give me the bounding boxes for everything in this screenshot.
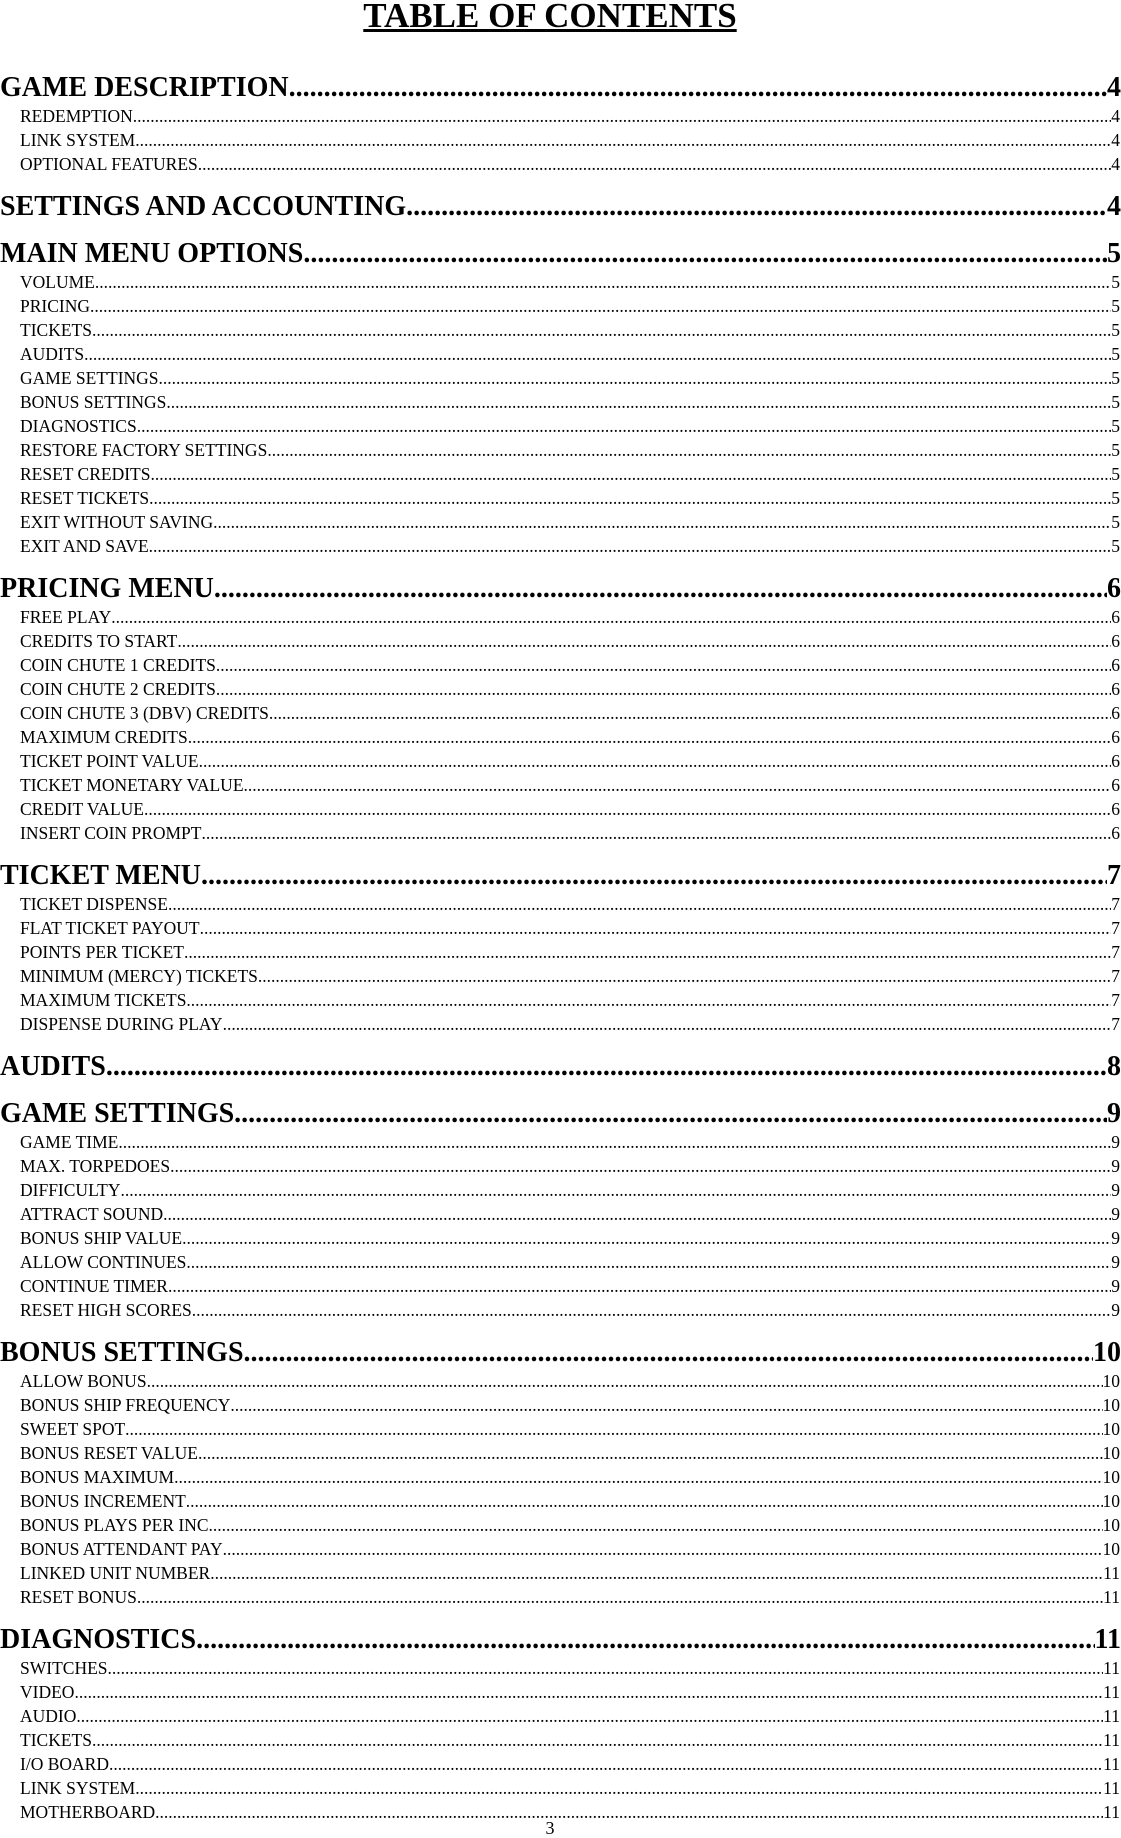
toc-entry-label: DISPENSE DURING PLAY	[20, 1014, 223, 1034]
toc-entry-page: 6	[1111, 655, 1120, 675]
toc-entry-page: 7	[1111, 918, 1120, 938]
toc-entry-page: 6	[1111, 679, 1120, 699]
dot-leader	[258, 964, 1111, 988]
toc-entry-page: 7	[1111, 894, 1120, 914]
toc-entry[interactable]	[0, 1680, 1121, 1704]
dot-leader	[150, 462, 1111, 486]
dot-leader	[144, 797, 1111, 821]
dot-leader	[234, 1098, 1107, 1130]
toc-entry-label: BONUS MAXIMUM	[20, 1467, 175, 1487]
toc-heading-label: SETTINGS AND ACCOUNTING	[0, 191, 407, 222]
toc-entry[interactable]	[0, 486, 1121, 510]
dot-leader	[182, 1226, 1111, 1250]
toc-entry[interactable]	[0, 1369, 1121, 1393]
toc-entry-label: COIN CHUTE 2 CREDITS	[20, 679, 216, 699]
toc-entry[interactable]	[0, 821, 1121, 845]
toc-entry-label: CREDIT VALUE	[20, 799, 144, 819]
toc-entry-label: I/O BOARD	[20, 1754, 109, 1774]
toc-entry-page: 5	[1111, 464, 1120, 484]
dot-leader	[149, 486, 1111, 510]
toc-entry-page: 9	[1111, 1156, 1120, 1176]
toc-entry-label: LINK SYSTEM	[20, 1778, 136, 1798]
toc-entry[interactable]	[0, 1728, 1121, 1752]
toc-entry-page: 5	[1111, 320, 1120, 340]
toc-entry[interactable]	[0, 1585, 1121, 1609]
dot-leader	[95, 270, 1111, 294]
toc-heading-page: 9	[1107, 1098, 1121, 1129]
toc-entry-page: 7	[1111, 1014, 1120, 1034]
toc-entry[interactable]	[0, 1250, 1121, 1274]
toc-entry-label: SWITCHES	[20, 1658, 108, 1678]
dot-leader	[106, 1051, 1107, 1083]
toc-entry-label: TICKETS	[20, 320, 92, 340]
toc-entry-label: INSERT COIN PROMPT	[20, 823, 202, 843]
toc-section	[0, 860, 1121, 1036]
dot-leader	[118, 1130, 1111, 1154]
toc-entry[interactable]	[0, 629, 1121, 653]
toc-entry-page: 6	[1111, 631, 1120, 651]
page-number: 3	[545, 1818, 555, 1838]
toc-entry[interactable]	[0, 677, 1121, 701]
toc-entry[interactable]	[0, 1012, 1121, 1036]
dot-leader	[192, 1298, 1111, 1322]
toc-heading-label: BONUS SETTINGS	[0, 1337, 244, 1368]
toc-entry-page: 11	[1103, 1754, 1120, 1774]
toc-entry-page: 11	[1103, 1658, 1120, 1678]
toc-heading[interactable]	[0, 573, 1121, 605]
dot-leader	[84, 342, 1111, 366]
dot-leader	[186, 1489, 1103, 1513]
dot-leader	[111, 605, 1111, 629]
toc-section	[0, 191, 1121, 223]
toc-entry-label: PRICING	[20, 296, 91, 316]
toc-entry[interactable]	[0, 414, 1121, 438]
dot-leader	[267, 438, 1111, 462]
toc-heading-page: 11	[1094, 1624, 1121, 1655]
toc-entry-label: BONUS INCREMENT	[20, 1491, 186, 1511]
toc-entry-label: RESET CREDITS	[20, 464, 151, 484]
toc-heading-page: 6	[1107, 573, 1121, 604]
dot-leader	[269, 701, 1111, 725]
toc-entry-page: 5	[1111, 488, 1120, 508]
dot-leader	[223, 1012, 1112, 1036]
toc-entry[interactable]	[0, 940, 1121, 964]
dot-leader	[137, 1585, 1103, 1609]
dot-leader	[184, 940, 1111, 964]
dot-leader	[170, 1154, 1111, 1178]
toc-entry[interactable]	[0, 1202, 1121, 1226]
toc-entry-page: 9	[1111, 1228, 1120, 1248]
toc-entry-label: MAXIMUM CREDITS	[20, 727, 188, 747]
toc-entry-label: MOTHERBOARD	[20, 1802, 156, 1822]
toc-entry-label: FLAT TICKET PAYOUT	[20, 918, 200, 938]
toc-section	[0, 72, 1121, 176]
toc-entry-page: 10	[1102, 1515, 1120, 1535]
toc-entry-label: ALLOW CONTINUES	[20, 1252, 187, 1272]
toc-section	[0, 1624, 1121, 1824]
toc-entry-label: RESET BONUS	[20, 1587, 137, 1607]
toc-heading-page: 8	[1107, 1051, 1121, 1082]
dot-leader	[159, 366, 1112, 390]
dot-leader	[289, 72, 1107, 104]
toc-entry-page: 5	[1111, 392, 1120, 412]
toc-heading-page: 5	[1107, 238, 1121, 269]
dot-leader	[135, 128, 1111, 152]
toc-heading-page: 4	[1107, 72, 1121, 103]
toc-entry-page: 9	[1111, 1300, 1120, 1320]
toc-entry-label: EXIT AND SAVE	[20, 536, 149, 556]
toc-entry[interactable]	[0, 534, 1121, 558]
toc-entry-label: LINK SYSTEM	[20, 130, 136, 150]
toc-entry-label: TICKETS	[20, 1730, 92, 1750]
dot-leader	[199, 749, 1112, 773]
toc-entry-page: 11	[1103, 1730, 1120, 1750]
toc-entry-label: ATTRACT SOUND	[20, 1204, 164, 1224]
toc-entry-page: 7	[1111, 990, 1120, 1010]
dot-leader	[188, 725, 1112, 749]
dot-leader	[196, 1624, 1094, 1656]
toc-heading-label: MAIN MENU OPTIONS	[0, 238, 304, 269]
toc-section	[0, 1051, 1121, 1083]
toc-heading[interactable]	[0, 72, 1121, 104]
toc-entry-label: REDEMPTION	[20, 106, 133, 126]
dot-leader	[303, 238, 1107, 270]
toc-entry-label: COIN CHUTE 3 (DBV) CREDITS	[20, 703, 269, 723]
toc-entry-label: BONUS SHIP FREQUENCY	[20, 1395, 231, 1415]
toc-heading[interactable]	[0, 238, 1121, 270]
toc-entry[interactable]	[0, 916, 1121, 940]
toc-entry-page: 6	[1111, 607, 1120, 627]
toc-entry-page: 10	[1102, 1371, 1120, 1391]
toc-entry[interactable]	[0, 510, 1121, 534]
toc-entry-page: 5	[1111, 536, 1120, 556]
toc-entry[interactable]	[0, 462, 1121, 486]
toc-entry-label: RESTORE FACTORY SETTINGS	[20, 440, 268, 460]
dot-leader	[168, 892, 1111, 916]
toc-entry-page: 10	[1102, 1419, 1120, 1439]
toc-entry[interactable]	[0, 152, 1121, 176]
toc-entry-label: VIDEO	[20, 1682, 75, 1702]
toc-entry-page: 5	[1111, 344, 1120, 364]
toc-entry-page: 5	[1111, 272, 1120, 292]
toc-entry-label: AUDIO	[20, 1706, 77, 1726]
table-of-contents	[0, 72, 1121, 1824]
toc-entry-page: 11	[1103, 1802, 1120, 1822]
toc-entry[interactable]	[0, 1465, 1121, 1489]
toc-entry[interactable]	[0, 1417, 1121, 1441]
toc-entry[interactable]	[0, 797, 1121, 821]
dot-leader	[76, 1704, 1103, 1728]
toc-entry[interactable]	[0, 1513, 1121, 1537]
toc-section	[0, 1337, 1121, 1609]
dot-leader	[210, 1561, 1103, 1585]
toc-entry-page: 4	[1111, 106, 1120, 126]
toc-heading[interactable]	[0, 1098, 1121, 1130]
toc-entry-label: TICKET POINT VALUE	[20, 751, 199, 771]
toc-entry-label: GAME TIME	[20, 1132, 119, 1152]
toc-entry[interactable]	[0, 1752, 1121, 1776]
toc-entry-page: 6	[1111, 823, 1120, 843]
toc-entry-page: 11	[1103, 1706, 1120, 1726]
toc-heading[interactable]	[0, 191, 1121, 223]
toc-entry-label: RESET HIGH SCORES	[20, 1300, 192, 1320]
dot-leader	[214, 573, 1107, 605]
toc-heading-label: GAME DESCRIPTION	[0, 72, 289, 103]
toc-entry-label: MINIMUM (MERCY) TICKETS	[20, 966, 258, 986]
toc-entry-page: 10	[1102, 1491, 1120, 1511]
toc-entry-label: DIAGNOSTICS	[20, 416, 137, 436]
dot-leader	[120, 1178, 1111, 1202]
toc-section	[0, 238, 1121, 558]
toc-entry-label: TICKET DISPENSE	[20, 894, 168, 914]
toc-entry-page: 9	[1111, 1204, 1120, 1224]
toc-entry-page: 6	[1111, 751, 1120, 771]
toc-section	[0, 573, 1121, 845]
dot-leader	[108, 1656, 1104, 1680]
toc-entry[interactable]	[0, 1130, 1121, 1154]
dot-leader	[133, 104, 1111, 128]
toc-heading-label: GAME SETTINGS	[0, 1098, 235, 1129]
toc-entry-label: TICKET MONETARY VALUE	[20, 775, 244, 795]
toc-entry[interactable]	[0, 1178, 1121, 1202]
toc-entry-page: 10	[1102, 1395, 1120, 1415]
toc-section	[0, 1098, 1121, 1322]
dot-leader	[109, 1752, 1103, 1776]
toc-entry[interactable]	[0, 605, 1121, 629]
toc-entry-page: 11	[1103, 1563, 1120, 1583]
toc-entry-page: 7	[1111, 966, 1120, 986]
toc-entry-label: ALLOW BONUS	[20, 1371, 147, 1391]
toc-entry[interactable]	[0, 270, 1121, 294]
toc-entry-page: 5	[1111, 440, 1120, 460]
toc-entry-page: 11	[1103, 1682, 1120, 1702]
dot-leader	[174, 1465, 1102, 1489]
dot-leader	[149, 534, 1112, 558]
dot-leader	[216, 677, 1111, 701]
toc-entry[interactable]	[0, 1656, 1121, 1680]
dot-leader	[244, 1337, 1093, 1369]
toc-entry[interactable]	[0, 773, 1121, 797]
toc-entry[interactable]	[0, 653, 1121, 677]
toc-entry[interactable]	[0, 128, 1121, 152]
toc-entry[interactable]	[0, 318, 1121, 342]
dot-leader	[209, 1513, 1103, 1537]
dot-leader	[137, 414, 1112, 438]
toc-heading[interactable]	[0, 860, 1121, 892]
toc-entry[interactable]	[0, 1393, 1121, 1417]
toc-entry[interactable]	[0, 1274, 1121, 1298]
toc-entry[interactable]	[0, 1489, 1121, 1513]
dot-leader	[216, 653, 1111, 677]
dot-leader	[92, 318, 1111, 342]
toc-entry-page: 11	[1103, 1587, 1120, 1607]
toc-entry-label: SWEET SPOT	[20, 1419, 126, 1439]
dot-leader	[201, 821, 1111, 845]
toc-entry[interactable]	[0, 366, 1121, 390]
toc-entry-label: BONUS RESET VALUE	[20, 1443, 198, 1463]
toc-entry-label: COIN CHUTE 1 CREDITS	[20, 655, 216, 675]
toc-entry-label: MAX. TORPEDOES	[20, 1156, 171, 1176]
dot-leader	[201, 860, 1107, 892]
toc-heading-page: 10	[1093, 1337, 1121, 1368]
dot-leader	[147, 1369, 1103, 1393]
dot-leader	[125, 1417, 1102, 1441]
toc-entry-page: 5	[1111, 416, 1120, 436]
toc-entry[interactable]	[0, 104, 1121, 128]
toc-entry[interactable]	[0, 964, 1121, 988]
dot-leader	[177, 629, 1111, 653]
toc-entry-label: GAME SETTINGS	[20, 368, 159, 388]
toc-entry[interactable]	[0, 1226, 1121, 1250]
toc-heading[interactable]	[0, 1624, 1121, 1656]
toc-entry-page: 9	[1111, 1180, 1120, 1200]
toc-entry[interactable]	[0, 892, 1121, 916]
dot-leader	[163, 1202, 1111, 1226]
toc-entry-page: 9	[1111, 1132, 1120, 1152]
dot-leader	[198, 1441, 1103, 1465]
toc-entry[interactable]	[0, 438, 1121, 462]
toc-entry-page: 11	[1103, 1778, 1120, 1798]
dot-leader	[166, 390, 1111, 414]
toc-entry-page: 4	[1111, 130, 1120, 150]
toc-entry-label: POINTS PER TICKET	[20, 942, 184, 962]
toc-entry-page: 9	[1111, 1252, 1120, 1272]
toc-entry[interactable]	[0, 988, 1121, 1012]
toc-heading[interactable]	[0, 1337, 1121, 1369]
dot-leader	[198, 152, 1111, 176]
toc-entry-label: LINKED UNIT NUMBER	[20, 1563, 211, 1583]
toc-entry[interactable]	[0, 1776, 1121, 1800]
toc-entry-label: EXIT WITHOUT SAVING	[20, 512, 214, 532]
dot-leader	[186, 1250, 1111, 1274]
dot-leader	[200, 916, 1112, 940]
toc-entry-page: 4	[1111, 154, 1120, 174]
toc-entry-page: 6	[1111, 727, 1120, 747]
toc-entry[interactable]	[0, 1704, 1121, 1728]
toc-heading-label: AUDITS	[0, 1051, 106, 1082]
toc-entry-label: BONUS PLAYS PER INC	[20, 1515, 209, 1535]
toc-entry-page: 6	[1111, 703, 1120, 723]
toc-entry-label: MAXIMUM TICKETS	[20, 990, 187, 1010]
toc-entry[interactable]	[0, 1537, 1121, 1561]
toc-entry-page: 7	[1111, 942, 1120, 962]
toc-entry[interactable]	[0, 725, 1121, 749]
toc-entry[interactable]	[0, 1561, 1121, 1585]
toc-heading-page: 4	[1107, 191, 1121, 222]
dot-leader	[168, 1274, 1111, 1298]
toc-entry[interactable]	[0, 1154, 1121, 1178]
toc-entry-page: 10	[1102, 1467, 1120, 1487]
toc-entry-label: BONUS SETTINGS	[20, 392, 167, 412]
toc-heading[interactable]	[0, 1051, 1121, 1083]
dot-leader	[74, 1680, 1103, 1704]
toc-entry-page: 5	[1111, 296, 1120, 316]
toc-entry-page: 10	[1102, 1443, 1120, 1463]
dot-leader	[230, 1393, 1102, 1417]
toc-entry[interactable]	[0, 294, 1121, 318]
toc-entry-label: CREDITS TO START	[20, 631, 178, 651]
dot-leader	[223, 1537, 1103, 1561]
toc-entry-label: OPTIONAL FEATURES	[20, 154, 198, 174]
dot-leader	[186, 988, 1111, 1012]
dot-leader	[90, 294, 1111, 318]
toc-entry-page: 9	[1111, 1276, 1120, 1296]
dot-leader	[406, 191, 1107, 223]
toc-entry[interactable]	[0, 1298, 1121, 1322]
toc-entry-label: RESET TICKETS	[20, 488, 150, 508]
toc-entry-label: AUDITS	[20, 344, 85, 364]
dot-leader	[244, 773, 1112, 797]
toc-entry-label: DIFFICULTY	[20, 1180, 121, 1200]
toc-entry-label: BONUS SHIP VALUE	[20, 1228, 183, 1248]
toc-entry-label: BONUS ATTENDANT PAY	[20, 1539, 223, 1559]
toc-entry[interactable]	[0, 342, 1121, 366]
toc-heading-label: PRICING MENU	[0, 573, 214, 604]
dot-leader	[213, 510, 1111, 534]
toc-entry[interactable]	[0, 1441, 1121, 1465]
dot-leader	[135, 1776, 1103, 1800]
page-title: TABLE OF CONTENTS	[363, 0, 737, 35]
toc-entry-page: 10	[1102, 1539, 1120, 1559]
toc-entry-label: FREE PLAY	[20, 607, 112, 627]
toc-heading-label: DIAGNOSTICS	[0, 1624, 197, 1655]
toc-entry-label: CONTINUE TIMER	[20, 1276, 168, 1296]
toc-heading-label: TICKET MENU	[0, 860, 201, 891]
toc-entry-page: 6	[1111, 799, 1120, 819]
toc-entry[interactable]	[0, 701, 1121, 725]
toc-entry-page: 5	[1111, 512, 1120, 532]
toc-entry-label: VOLUME	[20, 272, 95, 292]
toc-entry-page: 6	[1111, 775, 1120, 795]
dot-leader	[92, 1728, 1103, 1752]
toc-entry[interactable]	[0, 749, 1121, 773]
toc-entry[interactable]	[0, 390, 1121, 414]
toc-heading-page: 7	[1107, 860, 1121, 891]
toc-entry-page: 5	[1111, 368, 1120, 388]
